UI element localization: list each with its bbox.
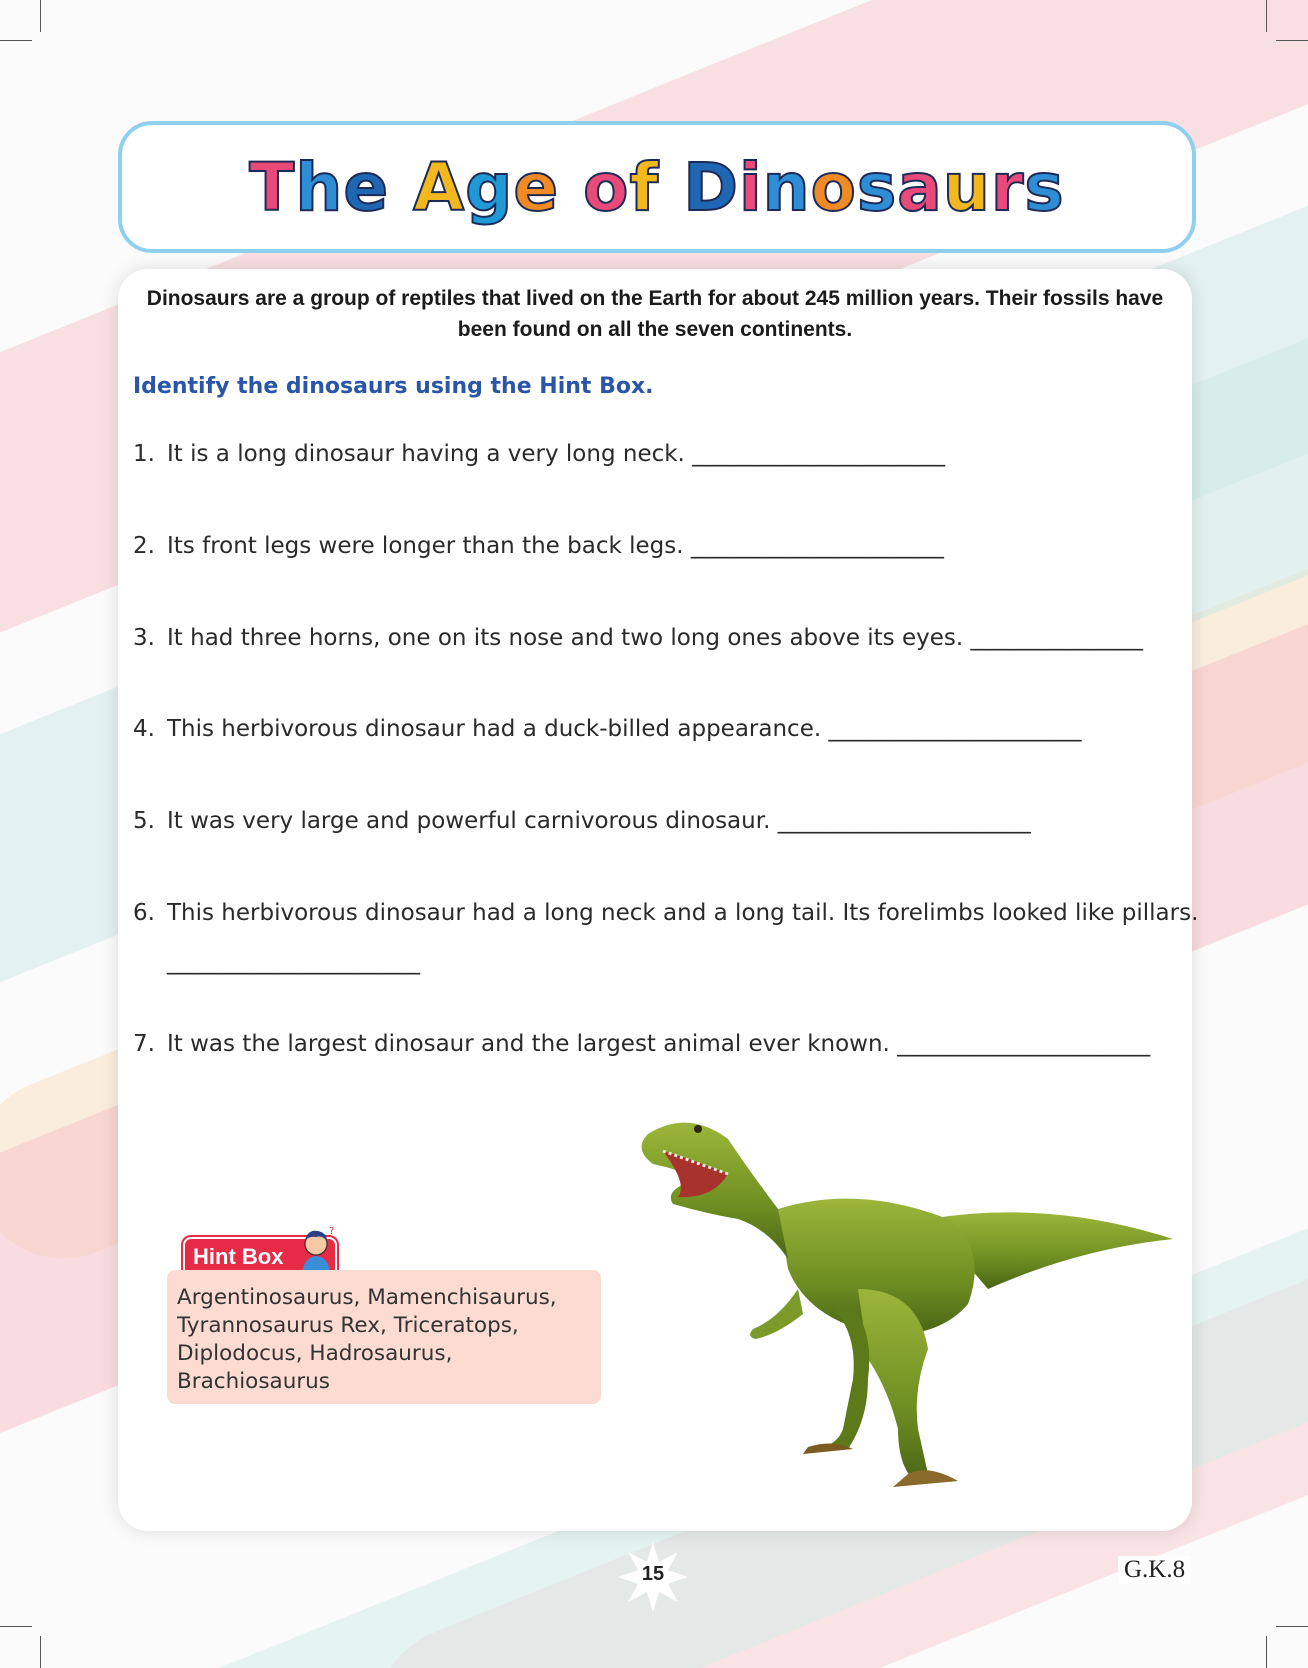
thinking-kid-icon (296, 1224, 340, 1274)
question-4 (133, 716, 1081, 742)
title-letter: a (897, 148, 943, 226)
question-text: This herbivorous dinosaur had a long neck and a long tail. Its forelimbs looked like pillars. (167, 900, 1199, 926)
answer-line: ______________________ (167, 949, 420, 975)
question-3 (133, 625, 1143, 651)
crop-mark (1266, 1636, 1267, 1668)
title-letter: T (249, 148, 296, 226)
question-number: 6. (133, 900, 155, 926)
crop-mark (1266, 0, 1267, 32)
crop-mark (0, 1626, 32, 1627)
question-text: It had three horns, one on its nose and two long ones above its eyes. _______________ (167, 625, 1143, 651)
question-5 (133, 808, 1031, 834)
question-number: 4. (133, 716, 155, 742)
question-6 (133, 900, 1198, 926)
title-letter (659, 149, 683, 226)
tyrannosaurus-illustration (628, 1089, 1178, 1509)
question-text: This herbivorous dinosaur had a duck-billed appearance. ______________________ (167, 716, 1082, 742)
question-number: 7. (133, 1031, 155, 1057)
title-letter: s (856, 148, 898, 226)
crop-mark (40, 0, 41, 32)
title-letter: g (465, 148, 514, 226)
hint-box (167, 1270, 601, 1404)
title-letter: o (810, 148, 857, 226)
title-letter (389, 149, 413, 226)
book-code: G.K.8 (1118, 1556, 1191, 1584)
title-letter: u (942, 148, 991, 226)
title-letter (559, 149, 583, 226)
svg-text:?: ? (329, 1226, 335, 1237)
question-text: It was very large and powerful carnivorous dinosaur. ______________________ (167, 808, 1031, 834)
crop-mark (40, 1636, 41, 1668)
title-letter: A (413, 148, 466, 226)
title-letter: s (1024, 148, 1065, 226)
question-number: 3. (133, 625, 155, 651)
question-text: It is a long dinosaur having a very long neck. ______________________ (167, 441, 946, 467)
worksheet-card (118, 269, 1199, 1531)
title-letter: i (739, 148, 763, 226)
title-letter: n (762, 148, 811, 226)
page-number: 15 (641, 1563, 665, 1585)
hint-option: Tyrannosaurus Rex, Triceratops, (177, 1313, 519, 1338)
question-2 (133, 533, 944, 559)
hint-option: Diplodocus, Hadrosaurus, (177, 1341, 453, 1366)
question-number: 5. (133, 808, 155, 834)
question-7 (133, 1031, 1150, 1057)
crop-mark (1276, 1626, 1308, 1627)
intro-text: Dinosaurs are a group of reptiles that lived on the Earth for about 245 million years. Their fossils have been found on all the seven continents. (146, 287, 1164, 341)
title-letter: D (683, 148, 740, 226)
title-letter: o (583, 148, 630, 226)
title-letter: f (629, 148, 660, 226)
title-letter: e (343, 148, 390, 226)
page-title (249, 149, 1064, 226)
hint-box-label: Hint Box (183, 1237, 337, 1277)
crop-mark (0, 40, 32, 41)
question-1 (133, 441, 945, 467)
title-letter: h (295, 148, 344, 226)
question-number: 1. (133, 441, 155, 467)
hint-option: Argentinosaurus, Mamenchisaurus, (177, 1285, 557, 1310)
title-letter: e (513, 148, 560, 226)
question-text: It was the largest dinosaur and the largest animal ever known. ______________________ (167, 1031, 1151, 1057)
question-number: 2. (133, 533, 155, 559)
crop-mark (1276, 40, 1308, 41)
question-text: Its front legs were longer than the back legs. ______________________ (167, 533, 944, 559)
title-banner (118, 121, 1196, 253)
instruction-heading: Identify the dinosaurs using the Hint Box. (133, 374, 654, 399)
hint-option: Brachiosaurus (177, 1369, 331, 1394)
title-letter: r (990, 148, 1025, 226)
